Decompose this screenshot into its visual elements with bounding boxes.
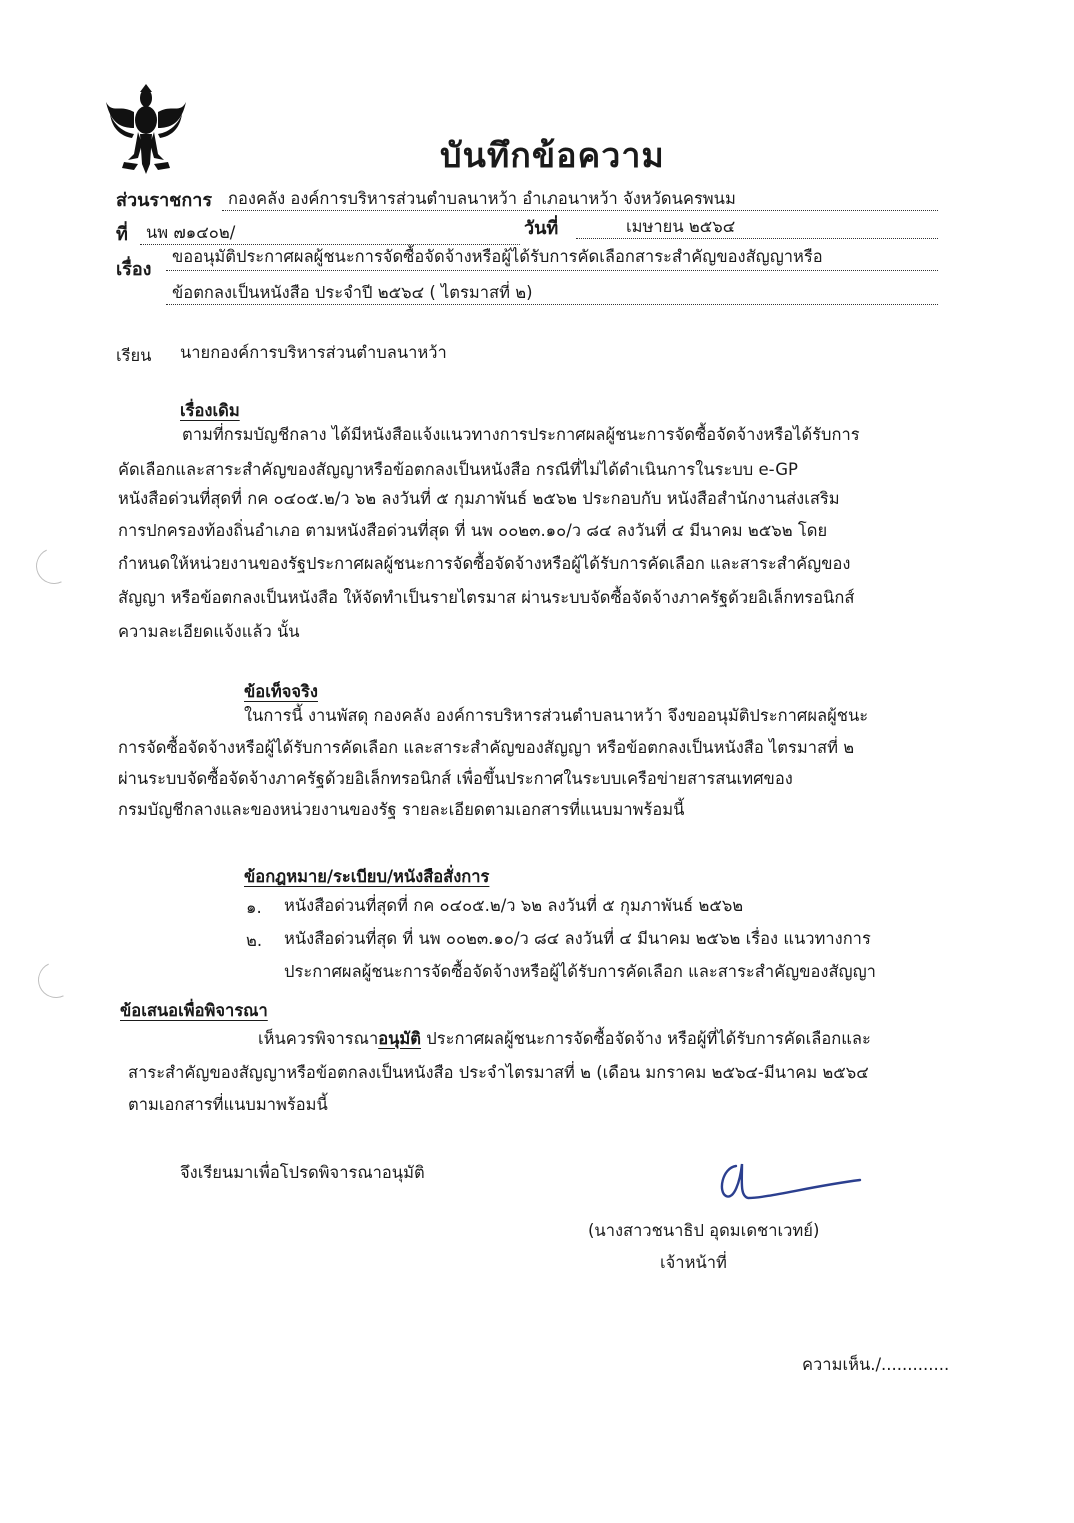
agency-value: กองคลัง องค์การบริหารส่วนตำบลนาหว้า อำเภอนาหว้า จังหวัดนครพนม bbox=[228, 189, 736, 208]
closing-text: จึงเรียนมาเพื่อโปรดพิจารณาอนุมัติ bbox=[180, 1163, 425, 1182]
proposal-line-1-prefix: เห็นควรพิจารณา bbox=[258, 1029, 379, 1048]
background-line: ความละเอียดแจ้งแล้ว นั้น bbox=[118, 622, 300, 641]
law-item-number: ๑. bbox=[246, 898, 262, 917]
law-item-text: หนังสือด่วนที่สุดที่ กค ๐๔๐๕.๒/ว ๖๒ ลงวันที่ ๕ กุมภาพันธ์ ๒๕๖๒ bbox=[284, 896, 744, 915]
facts-heading: ข้อเท็จจริง bbox=[244, 682, 318, 701]
facts-line: การจัดซื้อจัดจ้างหรือผู้ได้รับการคัดเลือก และสาระสำคัญของสัญญา หรือข้อตกลงเป็นหนังสือ ไตรมาสที่ ๒ bbox=[118, 738, 855, 757]
agency-dotted-line bbox=[222, 210, 938, 211]
background-line: คัดเลือกและสาระสำคัญของสัญญาหรือข้อตกลงเป็นหนังสือ กรณีที่ไม่ได้ดำเนินการในระบบ e-GP bbox=[118, 460, 798, 479]
subject-label: เรื่อง bbox=[116, 259, 152, 280]
subject-dotted-line-2 bbox=[166, 304, 938, 305]
subject-dotted-line-1 bbox=[166, 270, 938, 271]
ref-value: นพ ๗๑๔๐๒/ bbox=[146, 223, 236, 242]
date-dotted-line bbox=[576, 238, 938, 239]
proposal-approve-emphasis: อนุมัติ bbox=[378, 1029, 421, 1048]
to-label: เรียน bbox=[116, 346, 152, 365]
agency-label: ส่วนราชการ bbox=[116, 190, 213, 211]
proposal-line-3: ตามเอกสารที่แนบมาพร้อมนี้ bbox=[128, 1095, 328, 1114]
date-value: เมษายน ๒๕๖๔ bbox=[626, 217, 736, 236]
background-line: การปกครองท้องถิ่นอำเภอ ตามหนังสือด่วนที่สุด ที่ นพ ๐๐๒๓.๑๐/ว ๘๔ ลงวันที่ ๔ มีนาคม ๒๕๖๒ โดย bbox=[118, 521, 828, 540]
ref-label: ที่ bbox=[116, 224, 128, 245]
background-line: ตามที่กรมบัญชีกลาง ได้มีหนังสือแจ้งแนวทางการประกาศผลผู้ชนะการจัดซื้อจัดจ้างหรือได้รับการ bbox=[182, 425, 860, 444]
law-heading: ข้อกฎหมาย/ระเบียบ/หนังสือสั่งการ bbox=[244, 867, 490, 886]
subject-line-1: ขออนุมัติประกาศผลผู้ชนะการจัดซื้อจัดจ้างหรือผู้ได้รับการคัดเลือกสาระสำคัญของสัญญาหรือ bbox=[172, 247, 823, 266]
proposal-heading: ข้อเสนอเพื่อพิจารณา bbox=[120, 1001, 268, 1020]
facts-line: กรมบัญชีกลางและของหน่วยงานของรัฐ รายละเอียดตามเอกสารที่แนบมาพร้อมนี้ bbox=[118, 800, 685, 819]
to-value: นายกองค์การบริหารส่วนตำบลนาหว้า bbox=[180, 343, 447, 362]
background-heading: เรื่องเดิม bbox=[180, 401, 240, 420]
law-item-text: หนังสือด่วนที่สุด ที่ นพ ๐๐๒๓.๑๐/ว ๘๔ ลงวันที่ ๔ มีนาคม ๒๕๖๒ เรื่อง แนวทางการ bbox=[284, 929, 871, 948]
signature-icon bbox=[712, 1152, 862, 1212]
background-line: สัญญา หรือข้อตกลงเป็นหนังสือ ให้จัดทำเป็นรายไตรมาส ผ่านระบบจัดซื้อจัดจ้างภาครัฐด้วยอิเล็กทรอนิกส์ bbox=[118, 588, 855, 607]
law-item-continuation: ประกาศผลผู้ชนะการจัดซื้อจัดจ้างหรือผู้ได้รับการคัดเลือก และสาระสำคัญของสัญญา bbox=[284, 962, 876, 981]
subject-line-2: ข้อตกลงเป็นหนังสือ ประจำปี ๒๕๖๔ ( ไตรมาสที่ ๒) bbox=[172, 283, 533, 302]
signer-position: เจ้าหน้าที่ bbox=[660, 1253, 727, 1272]
proposal-line-1 bbox=[258, 1026, 871, 1052]
signer-name: (นางสาวชนาธิป อุดมเดชาเวทย์) bbox=[588, 1221, 820, 1240]
memo-title: บันทึกข้อความ bbox=[440, 136, 665, 176]
background-line: กำหนดให้หน่วยงานของรัฐประกาศผลผู้ชนะการจัดซื้อจัดจ้างหรือผู้ได้รับการคัดเลือก และสาระสำคัญของ bbox=[118, 554, 851, 573]
facts-line: ในการนี้ งานพัสดุ กองคลัง องค์การบริหารส่วนตำบลนาหว้า จึงขออนุมัติประกาศผลผู้ชนะ bbox=[244, 706, 869, 725]
proposal-line-1-suffix: ประกาศผลผู้ชนะการจัดซื้อจัดจ้าง หรือผู้ที่ได้รับการคัดเลือกและ bbox=[421, 1029, 871, 1048]
punch-hole-mark bbox=[31, 543, 77, 589]
proposal-line-2: สาระสำคัญของสัญญาหรือข้อตกลงเป็นหนังสือ ประจำไตรมาสที่ ๒ (เดือน มกราคม ๒๕๖๔-มีนาคม ๒๕๖๔ bbox=[128, 1063, 869, 1082]
garuda-emblem-icon bbox=[104, 84, 188, 176]
facts-line: ผ่านระบบจัดซื้อจัดจ้างภาครัฐด้วยอิเล็กทรอนิกส์ เพื่อขึ้นประกาศในระบบเครือข่ายสารสนเทศของ bbox=[118, 769, 793, 788]
punch-hole-mark bbox=[33, 957, 79, 1003]
background-line: หนังสือด่วนที่สุดที่ กค ๐๔๐๕.๒/ว ๖๒ ลงวันที่ ๕ กุมภาพันธ์ ๒๕๖๒ ประกอบกับ หนังสือสำนักงานส่งเสริม bbox=[118, 489, 840, 508]
law-item-number: ๒. bbox=[246, 931, 263, 950]
date-label: วันที่ bbox=[524, 218, 559, 239]
opinion-label: ความเห็น./............. bbox=[802, 1355, 950, 1374]
